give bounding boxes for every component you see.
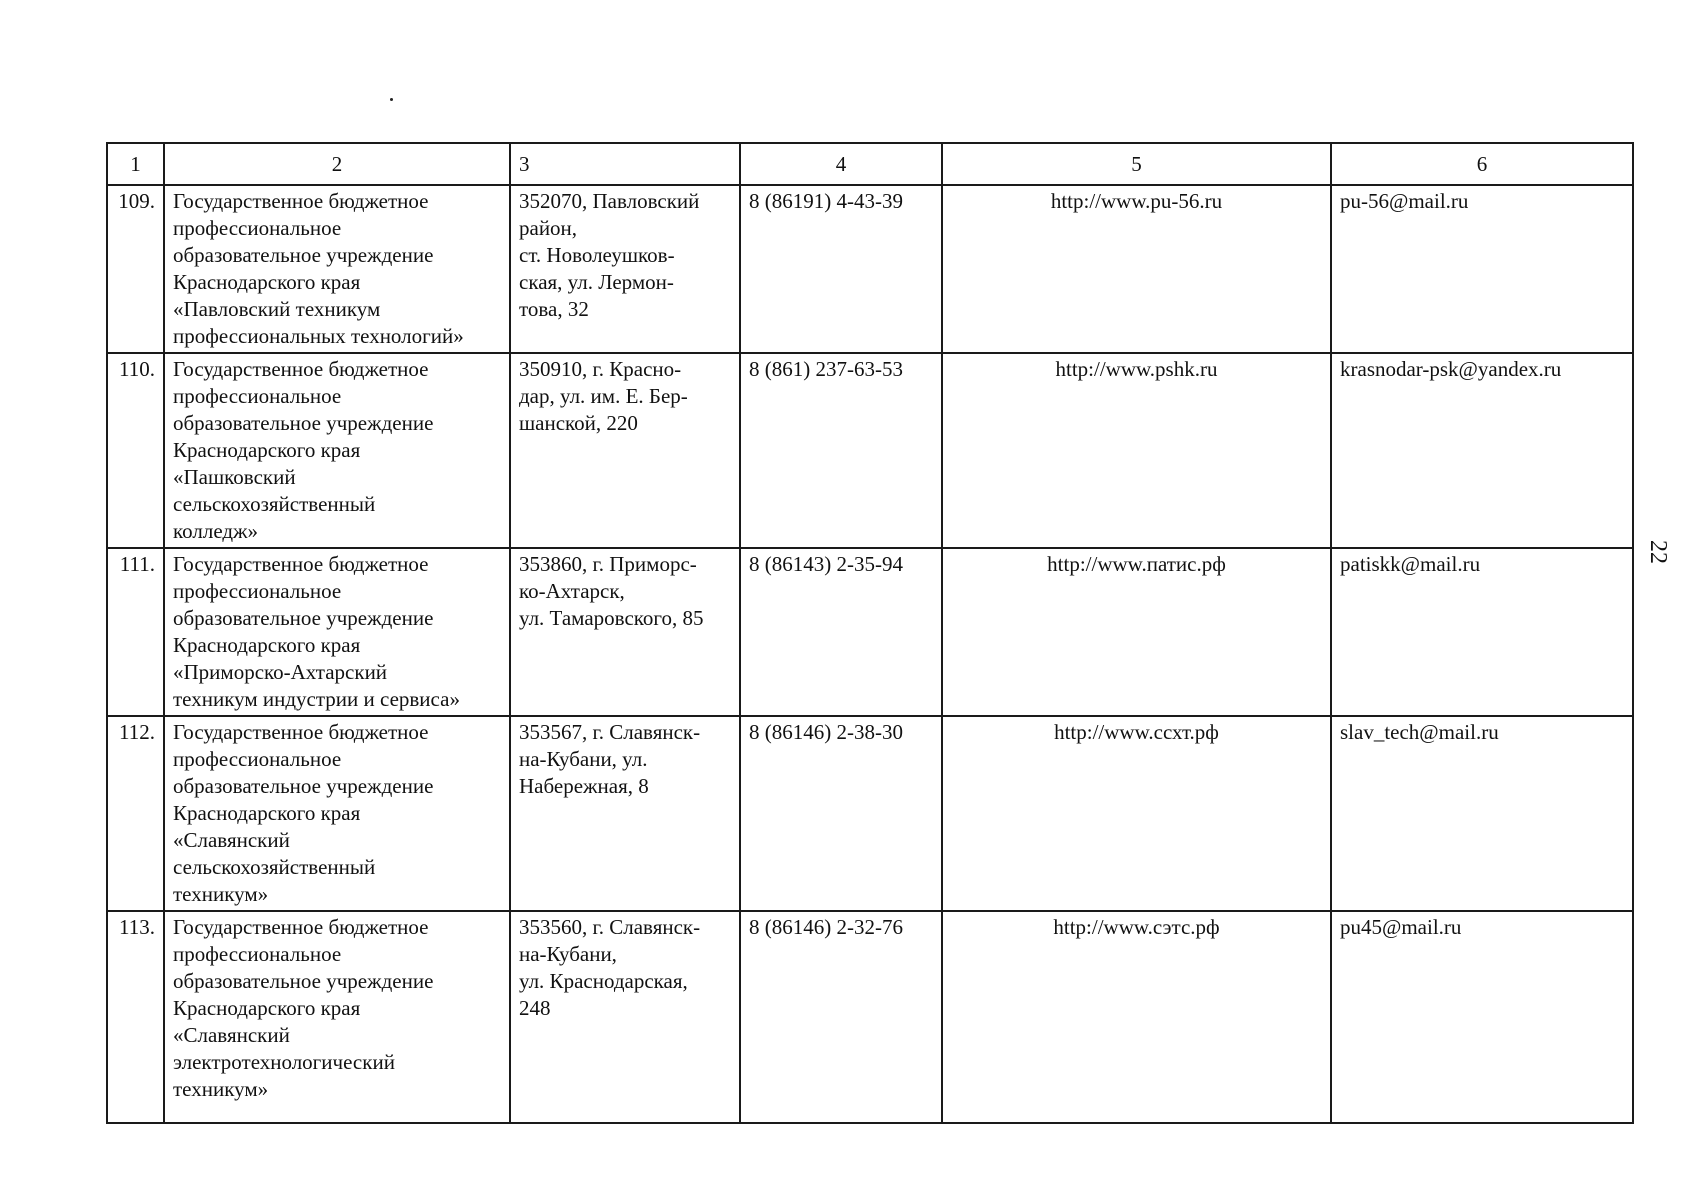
institution-email: slav_tech@mail.ru [1331, 716, 1633, 911]
name-line: образовательное учреждение [173, 969, 434, 993]
row-number: 113. [107, 911, 164, 1123]
name-line: «Приморско-Ахтарский [173, 660, 388, 684]
header-col-5: 5 [942, 143, 1331, 185]
address-line: ко-Ахтарск, [519, 579, 625, 603]
institution-website: http://www.pshk.ru [942, 353, 1331, 548]
name-line: «Павловский техникум [173, 297, 381, 321]
address-line: 353560, г. Славянск- [519, 915, 701, 939]
address-line: Набережная, 8 [519, 774, 649, 798]
institution-address [510, 911, 740, 1123]
name-line: «Славянский [173, 828, 290, 852]
institution-address [510, 353, 740, 548]
institution-name [164, 911, 510, 1123]
institution-email: pu45@mail.ru [1331, 911, 1633, 1123]
name-line: «Славянский [173, 1023, 290, 1047]
institutions-table [106, 142, 1634, 1124]
name-line: образовательное учреждение [173, 243, 434, 267]
name-line: Государственное бюджетное [173, 357, 429, 381]
name-line: Государственное бюджетное [173, 189, 429, 213]
page-number: 22 [1645, 540, 1671, 564]
address-line: 350910, г. Красно- [519, 357, 682, 381]
institution-phone: 8 (86146) 2-32-76 [740, 911, 942, 1123]
institution-email: krasnodar-psk@yandex.ru [1331, 353, 1633, 548]
address-line: шанской, 220 [519, 411, 638, 435]
name-line: Краснодарского края [173, 633, 361, 657]
name-line: техникум индустрии и сервиса» [173, 687, 460, 711]
institution-email: patiskk@mail.ru [1331, 548, 1633, 716]
address-line: на-Кубани, ул. [519, 747, 648, 771]
address-line: ул. Краснодарская, [519, 969, 688, 993]
address-line: 352070, Павловский [519, 189, 700, 213]
institution-name [164, 353, 510, 548]
institution-address [510, 185, 740, 353]
name-line: электротехнологический [173, 1050, 395, 1074]
name-line: профессиональное [173, 216, 342, 240]
name-line: колледж» [173, 519, 259, 543]
name-line: Краснодарского края [173, 996, 361, 1020]
name-line: профессиональных технологий» [173, 324, 464, 348]
institution-website: http://www.ссхт.рф [942, 716, 1331, 911]
name-line: профессиональное [173, 942, 342, 966]
address-line: дар, ул. им. Е. Бер- [519, 384, 688, 408]
table-header-row [107, 143, 1633, 185]
name-line: образовательное учреждение [173, 411, 434, 435]
address-line: на-Кубани, [519, 942, 617, 966]
address-line: ст. Новолеушков- [519, 243, 675, 267]
address-line: 353567, г. Славянск- [519, 720, 701, 744]
address-line: това, 32 [519, 297, 589, 321]
institution-phone: 8 (86143) 2-35-94 [740, 548, 942, 716]
name-line: техникум» [173, 882, 269, 906]
name-line: Государственное бюджетное [173, 915, 429, 939]
table-row [107, 548, 1633, 716]
name-line: Государственное бюджетное [173, 552, 429, 576]
row-number: 112. [107, 716, 164, 911]
header-col-6: 6 [1331, 143, 1633, 185]
institution-phone: 8 (86146) 2-38-30 [740, 716, 942, 911]
header-col-2: 2 [164, 143, 510, 185]
institution-phone: 8 (861) 237-63-53 [740, 353, 942, 548]
name-line: сельскохозяйственный [173, 492, 376, 516]
institution-name [164, 185, 510, 353]
header-col-1: 1 [107, 143, 164, 185]
row-number: 110. [107, 353, 164, 548]
institution-address [510, 548, 740, 716]
table-row [107, 911, 1633, 1123]
name-line: профессиональное [173, 384, 342, 408]
name-line: профессиональное [173, 579, 342, 603]
address-line: район, [519, 216, 578, 240]
row-number: 111. [107, 548, 164, 716]
institution-website: http://www.pu-56.ru [942, 185, 1331, 353]
name-line: техникум» [173, 1077, 269, 1101]
name-line: Краснодарского края [173, 801, 361, 825]
institution-phone: 8 (86191) 4-43-39 [740, 185, 942, 353]
row-number: 109. [107, 185, 164, 353]
header-col-3: 3 [510, 143, 740, 185]
table-row [107, 716, 1633, 911]
name-line: профессиональное [173, 747, 342, 771]
name-line: образовательное учреждение [173, 774, 434, 798]
name-line: образовательное учреждение [173, 606, 434, 630]
table-row [107, 185, 1633, 353]
table-row [107, 353, 1633, 548]
header-col-4: 4 [740, 143, 942, 185]
name-line: сельскохозяйственный [173, 855, 376, 879]
address-line: 353860, г. Приморс- [519, 552, 697, 576]
address-line: ул. Тамаровского, 85 [519, 606, 704, 630]
name-line: Государственное бюджетное [173, 720, 429, 744]
name-line: Краснодарского края [173, 438, 361, 462]
address-line: ская, ул. Лермон- [519, 270, 674, 294]
name-line: «Пашковский [173, 465, 296, 489]
address-line: 248 [519, 996, 551, 1020]
institution-name [164, 548, 510, 716]
institution-address [510, 716, 740, 911]
institution-name [164, 716, 510, 911]
stray-dot [390, 98, 393, 101]
institution-website: http://www.патис.рф [942, 548, 1331, 716]
name-line: Краснодарского края [173, 270, 361, 294]
institution-email: pu-56@mail.ru [1331, 185, 1633, 353]
institution-website: http://www.сэтс.рф [942, 911, 1331, 1123]
